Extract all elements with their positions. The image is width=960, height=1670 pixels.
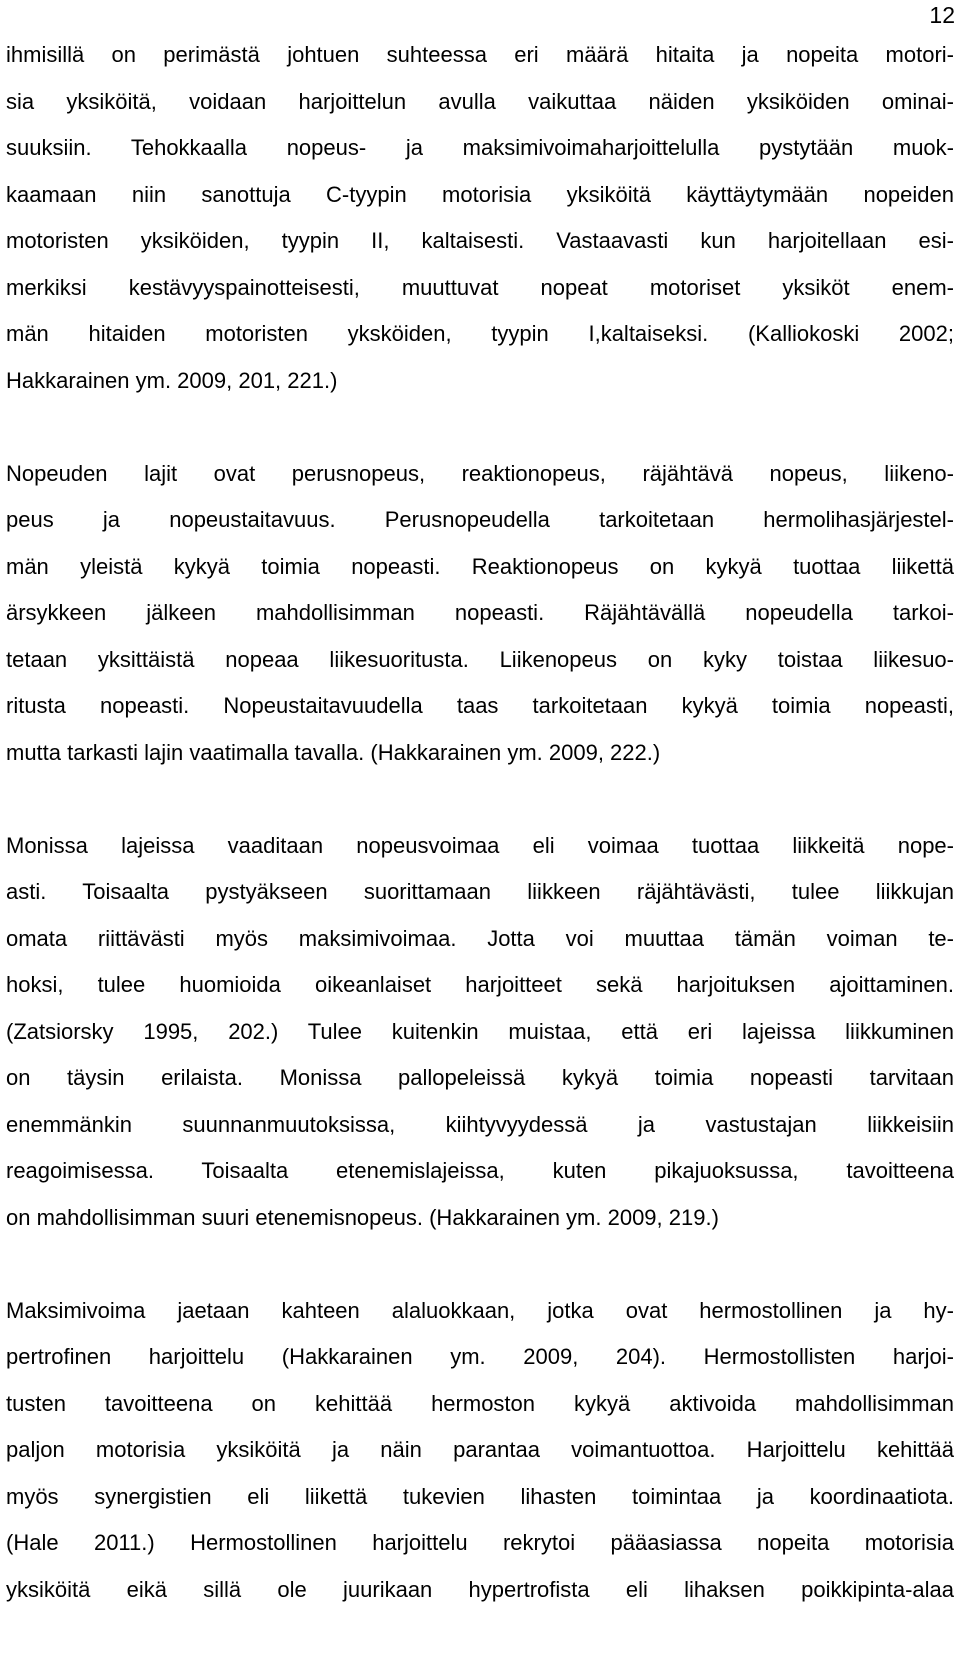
text-line: Monissa lajeissa vaaditaan nopeusvoimaa eli voimaa tuottaa liikkeitä nope- bbox=[6, 832, 954, 858]
text-line: tetaan yksittäistä nopeaa liikesuoritusta. Liikenopeus on kyky toistaa liikesuo- bbox=[6, 646, 954, 672]
text-line: Nopeuden lajit ovat perusnopeus, reaktionopeus, räjähtävä nopeus, liikeno- bbox=[6, 460, 954, 486]
text-line: sia yksiköitä, voidaan harjoittelun avulla vaikuttaa näiden yksiköiden ominai- bbox=[6, 88, 954, 114]
paragraph-spacer bbox=[6, 1241, 954, 1288]
text-line: omata riittävästi myös maksimivoimaa. Jotta voi muuttaa tämän voiman te- bbox=[6, 925, 954, 951]
paragraph-motor-units bbox=[6, 32, 954, 404]
text-line: pertrofinen harjoittelu (Hakkarainen ym. 2009, 204). Hermostollisten harjoi- bbox=[6, 1344, 954, 1369]
paragraph-maximal-strength bbox=[6, 1288, 954, 1614]
paragraph-spacer bbox=[6, 404, 954, 451]
text-line: merkiksi kestävyyspainotteisesti, muuttuvat nopeat motoriset yksiköt enem- bbox=[6, 274, 954, 300]
text-line: yksiköitä eikä sillä ole juurikaan hypertrofista eli lihaksen poikkipinta-alaa bbox=[6, 1576, 954, 1602]
text-line: (Zatsiorsky 1995, 202.) Tulee kuitenkin muistaa, että eri lajeissa liikkuminen bbox=[6, 1018, 954, 1044]
text-line: kaamaan niin sanottuja C-tyypin motorisia yksiköitä käyttäytymään nopeiden bbox=[6, 181, 954, 207]
text-line: Maksimivoima jaetaan kahteen alaluokkaan, jotka ovat hermostollinen ja hy- bbox=[6, 1297, 954, 1323]
text-line: ritusta nopeasti. Nopeustaitavuudella taas tarkoitetaan kykyä toimia nopeasti, bbox=[6, 693, 954, 718]
text-line: paljon motorisia yksiköitä ja näin parantaa voimantuottoa. Harjoittelu kehittää bbox=[6, 1437, 954, 1462]
text-line: asti. Toisaalta pystyäkseen suorittamaan liikkeen räjähtävästi, tulee liikkujan bbox=[6, 879, 954, 904]
text-line: tusten tavoitteena on kehittää hermoston kykyä aktivoida mahdollisimman bbox=[6, 1390, 954, 1416]
text-line: ihmisillä on perimästä johtuen suhteessa eri määrä hitaita ja nopeita motori- bbox=[6, 42, 954, 67]
text-line: män hitaiden motoristen yksköiden, tyypin I,kaltaiseksi. (Kalliokoski 2002; bbox=[6, 321, 954, 346]
text-line: enemmänkin suunnanmuutoksissa, kiihtyvyydessä ja vastustajan liikkeisiin bbox=[6, 1111, 954, 1137]
text-line: mutta tarkasti lajin vaatimalla tavalla. (Hakkarainen ym. 2009, 222.) bbox=[6, 739, 661, 765]
paragraph-speed-strength bbox=[6, 823, 954, 1242]
page-number: 12 bbox=[929, 2, 955, 28]
text-line: on täysin erilaista. Monissa pallopeleissä kykyä toimia nopeasti tarvitaan bbox=[6, 1065, 954, 1090]
text-line: on mahdollisimman suuri etenemisnopeus. (Hakkarainen ym. 2009, 219.) bbox=[6, 1204, 719, 1230]
text-line: ärsykkeen jälkeen mahdollisimman nopeasti. Räjähtävällä nopeudella tarkoi- bbox=[6, 600, 954, 625]
text-line: myös synergistien eli liikettä tukevien lihasten toimintaa ja koordinaatiota. bbox=[6, 1483, 954, 1509]
text-line: suuksiin. Tehokkaalla nopeus- ja maksimivoimaharjoittelulla pystytään muok- bbox=[6, 135, 954, 160]
text-line: motoristen yksiköiden, tyypin II, kaltaisesti. Vastaavasti kun harjoitellaan esi- bbox=[6, 228, 954, 253]
text-line: peus ja nopeustaitavuus. Perusnopeudella tarkoitetaan hermolihasjärjestel- bbox=[6, 507, 954, 532]
text-line: (Hale 2011.) Hermostollinen harjoittelu rekrytoi pääasiassa nopeita motorisia bbox=[6, 1530, 954, 1555]
text-line: reagoimisessa. Toisaalta etenemislajeissa, kuten pikajuoksussa, tavoitteena bbox=[6, 1158, 954, 1183]
text-line: män yleistä kykyä toimia nopeasti. Reaktionopeus on kykyä tuottaa liikettä bbox=[6, 553, 954, 579]
paragraph-spacer bbox=[6, 776, 954, 823]
text-line: hoksi, tulee huomioida oikeanlaiset harjoitteet sekä harjoituksen ajoittaminen. bbox=[6, 972, 954, 997]
body-text bbox=[6, 32, 954, 1613]
paragraph-speed-types bbox=[6, 451, 954, 777]
text-line: Hakkarainen ym. 2009, 201, 221.) bbox=[6, 367, 338, 393]
